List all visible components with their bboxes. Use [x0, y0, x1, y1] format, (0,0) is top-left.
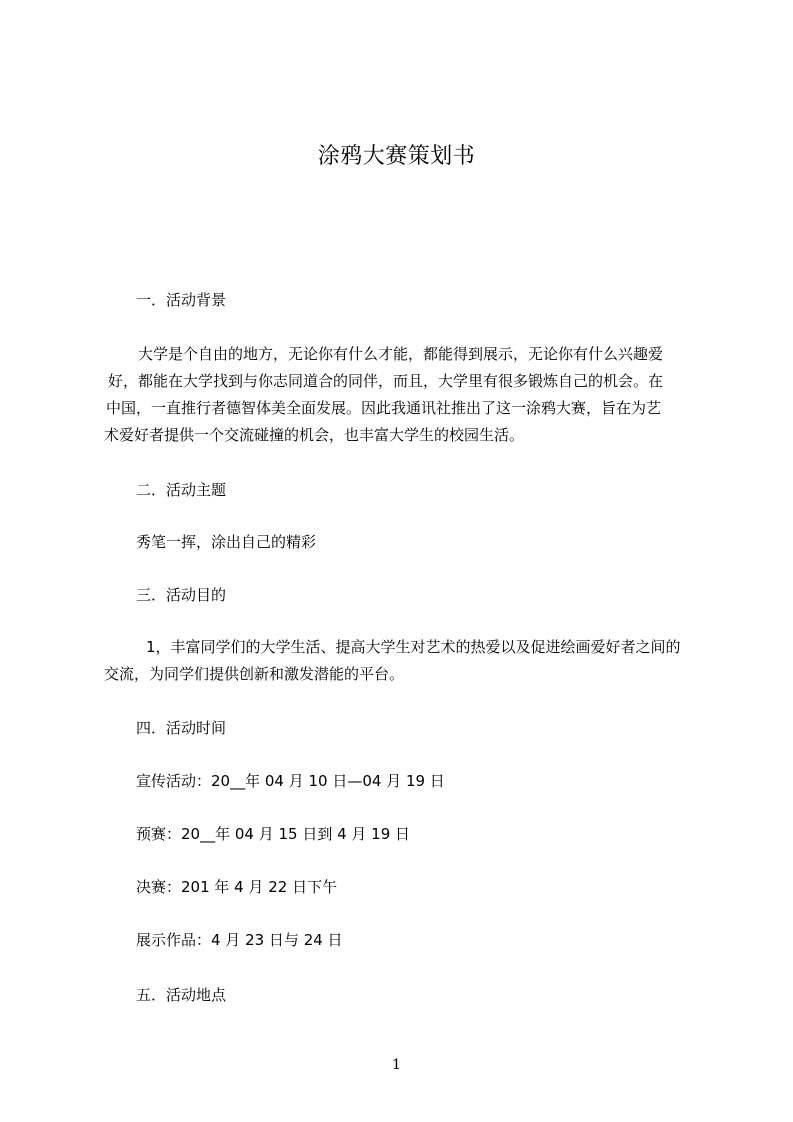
background-line-1: 大学是个自由的地方，无论你有什么才能，都能得到展示，无论你有什么兴趣爱 [138, 345, 664, 363]
section-heading-theme: 二．活动主题 [136, 481, 227, 499]
background-line-2: 好，都能在大学找到与你志同道合的同伴，而且，大学里有很多锻炼自己的机会。在 [108, 372, 664, 390]
purpose-line-2: 交流，为同学们提供创新和激发潜能的平台。 [104, 665, 405, 683]
time-item-final: 决赛：201 年 4 月 22 日下午 [136, 878, 338, 896]
purpose-paragraph [104, 634, 704, 688]
background-paragraph [104, 341, 704, 449]
time-item-preliminary: 预赛：20__年 04 月 15 日到 4 月 19 日 [136, 825, 411, 843]
purpose-line-1: 1，丰富同学们的大学生活、提高大学生对艺术的热爱以及促进绘画爱好者之间的 [146, 638, 681, 656]
section-heading-location: 五．活动地点 [136, 986, 227, 1004]
background-line-4: 术爱好者提供一个交流碰撞的机会，也丰富大学生的校园生活。 [104, 426, 525, 444]
document-title: 涂鸦大赛策划书 [317, 144, 476, 169]
time-item-exhibition: 展示作品：4 月 23 日与 24 日 [136, 931, 343, 949]
background-line-3: 中国，一直推行者德智体美全面发展。因此我通讯社推出了这一涂鸦大赛，旨在为艺 [106, 399, 662, 417]
theme-text: 秀笔一挥，涂出自己的精彩 [136, 533, 317, 551]
section-heading-purpose: 三．活动目的 [136, 586, 227, 604]
time-item-promotion: 宣传活动：20__年 04 月 10 日—04 月 19 日 [136, 772, 445, 790]
section-heading-background: 一．活动背景 [136, 291, 227, 309]
section-heading-time: 四．活动时间 [136, 719, 227, 737]
page-number: 1 [392, 1057, 401, 1073]
